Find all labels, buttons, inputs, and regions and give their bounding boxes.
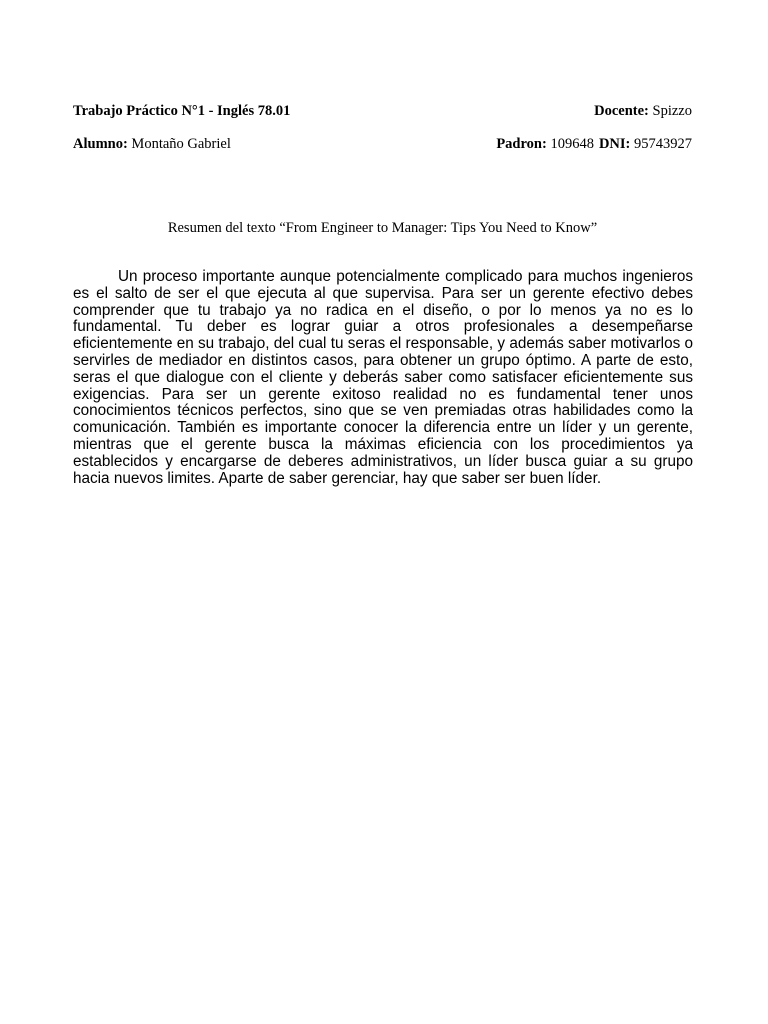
dni-value: 95743927 bbox=[634, 136, 692, 152]
teacher-field bbox=[594, 102, 692, 120]
summary-title: Resumen del texto “From Engineer to Manager: Tips You Need to Know” bbox=[167, 220, 598, 236]
assignment-title: Trabajo Práctico N°1 - Inglés 78.01 bbox=[73, 103, 291, 119]
student-ids bbox=[496, 135, 692, 153]
student-label: Alumno: bbox=[73, 136, 128, 152]
student-field bbox=[73, 135, 231, 153]
summary-paragraph: Un proceso importante aunque potencialmente complicado para muchos ingenieros es el salto de ser el que ejecuta al que supervisa. Para ser un gerente efectivo debes comprender que tu trabajo ya no radica en el diseño, o por lo menos ya no es lo fundamental. Tu deber es lograr guiar a otros profesionales a desempeñarse eficientemente en su trabajo, del cual tu seras el responsable, y además saber motivarlos o servirles de mediador en distintos casos, para obtener un grupo óptimo. A parte de esto, seras el que dialogue con el cliente y deberás saber como satisfacer eficientemente sus exigencias. Para ser un gerente exitoso realidad no es fundamental tener unos conocimientos técnicos perfectos, sino que se ven premiadas otras habilidades como la comunicación. También es importante conocer la diferencia entre un líder y un gerente, mientras que el gerente busca la máximas eficiencia con los procedimientos ya establecidos y encargarse de deberes administrativos, un líder busca guiar a su grupo hacia nuevos limites. Aparte de saber gerenciar, hay que saber ser buen líder. bbox=[73, 268, 693, 487]
header-row-student bbox=[73, 135, 692, 153]
dni-label: DNI: bbox=[598, 136, 631, 152]
header-row-course bbox=[73, 102, 692, 120]
padron-label: Padron: bbox=[496, 136, 547, 152]
student-name: Montaño Gabriel bbox=[131, 136, 231, 152]
teacher-label: Docente: bbox=[594, 103, 649, 119]
teacher-name: Spizzo bbox=[652, 103, 692, 119]
padron-value: 109648 bbox=[550, 136, 594, 152]
